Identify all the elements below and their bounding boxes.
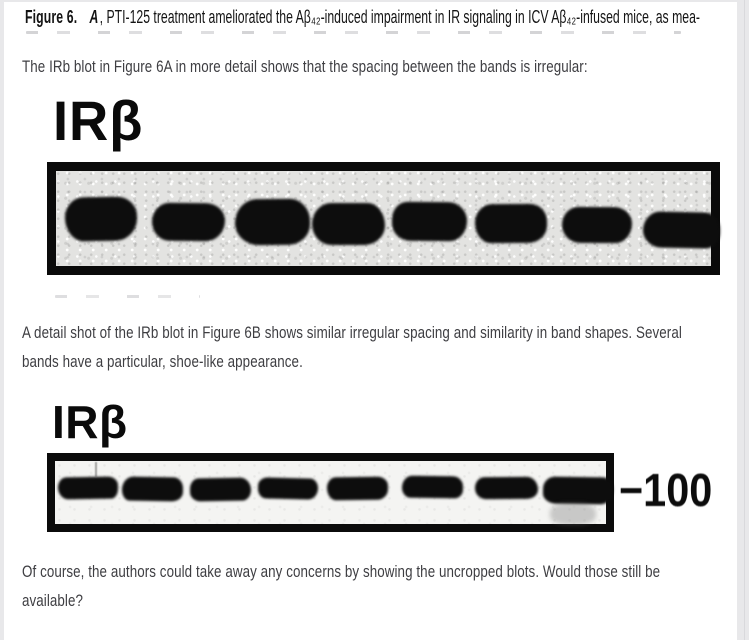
paragraph-line: The IRb blot in Figure 6A in more detail shows that the spacing between the bands is irregular: [22, 58, 588, 76]
blot-band [643, 211, 721, 249]
blot-band [235, 199, 310, 246]
blot-band [258, 477, 318, 499]
blot-band [312, 203, 385, 245]
paragraph-line: bands have a particular, shoe-like appearance. [22, 353, 303, 371]
paragraph-line: available? [22, 592, 84, 610]
blot-band [402, 476, 463, 499]
blot-band [475, 204, 547, 244]
blot-protein-label-6b: IRβ [52, 396, 128, 448]
blot-tick-artifact [95, 462, 97, 477]
blot-band [152, 203, 225, 242]
western-blot-image-6b [47, 453, 614, 532]
cropped-text-remnant [26, 31, 681, 34]
blot-band [392, 202, 467, 242]
blot-band [122, 476, 183, 501]
blot-protein-label-6a: IRβ [53, 89, 144, 152]
blot-band [543, 477, 613, 505]
blot-band [562, 207, 632, 243]
figure-panel-letter: A [89, 7, 99, 27]
figure-caption-text: , PTI-125 treatment ameliorated the Aβ₄₂-induced impairment in IR signaling in ICV Aβ₄₂-infused mice, as mea- [99, 7, 700, 27]
paper-figure-caption [25, 7, 700, 27]
blot-band [327, 477, 388, 501]
blot-band [475, 477, 538, 500]
blot-smudge-artifact [550, 503, 596, 525]
western-blot-image-6a [47, 162, 720, 275]
paragraph-line: Of course, the authors could take away any concerns by showing the uncropped blots. Would those still be [22, 563, 661, 581]
figure-number-label: Figure 6. [25, 7, 78, 27]
page-edge-divider [744, 0, 745, 640]
blot-band [58, 476, 118, 499]
cropped-text-remnant [55, 295, 200, 298]
molecular-weight-marker: −100 [619, 464, 713, 516]
paragraph-line: A detail shot of the IRb blot in Figure 6B shows similar irregular spacing and similarity in band shapes. Several [22, 324, 682, 342]
blot-band [65, 196, 138, 241]
blot-band [190, 477, 251, 501]
